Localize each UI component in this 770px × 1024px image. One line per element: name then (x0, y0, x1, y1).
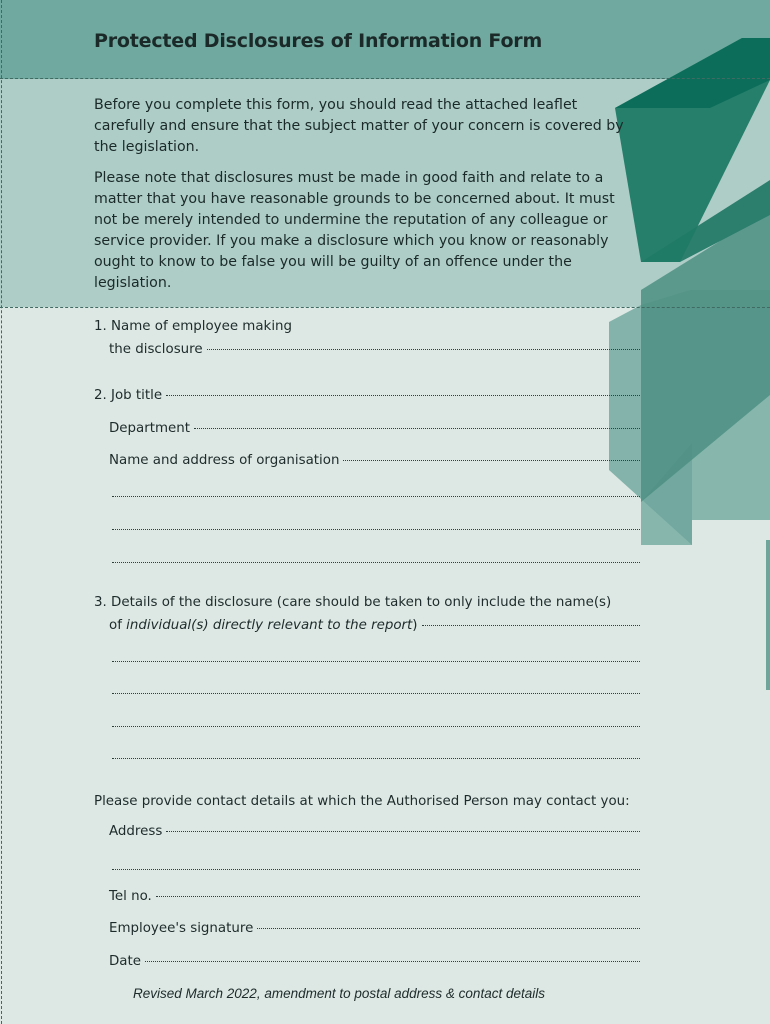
intro-divider (0, 307, 770, 308)
tel-field[interactable] (109, 889, 640, 909)
tel-label: Tel no. (109, 889, 152, 904)
section-3-label-line-1: 3. Details of the disclosure (care should be taken to only include the name(s) (94, 595, 612, 610)
department-line[interactable] (194, 428, 640, 429)
arrow-shape-right-edge (766, 540, 770, 690)
department-field[interactable] (109, 421, 640, 441)
section-3-prefix: of (109, 618, 127, 633)
signature-label: Employee's signature (109, 921, 254, 936)
address-label: Address (109, 824, 163, 839)
header-divider (0, 78, 770, 79)
department-label: Department (109, 421, 191, 436)
employee-name-line[interactable] (207, 349, 640, 350)
date-line[interactable] (145, 961, 640, 962)
contact-heading: Please provide contact details at which the Authorised Person may contact you: (94, 794, 630, 809)
organisation-blank-line[interactable] (112, 529, 640, 530)
organisation-blank-line[interactable] (112, 496, 640, 497)
disclosure-details-field[interactable] (109, 618, 640, 638)
organisation-blank-line[interactable] (112, 562, 640, 563)
disclosure-blank-line[interactable] (112, 726, 640, 727)
organisation-line[interactable] (343, 460, 640, 461)
disclosure-blank-line[interactable] (112, 693, 640, 694)
date-field[interactable] (109, 954, 640, 974)
signature-field[interactable] (109, 921, 640, 941)
intro-paragraph-1: Before you complete this form, you should read the attached leaflet carefully and ensure that the subject matter of your concern is covered by the legislation. (94, 97, 624, 155)
section-1-label-line-1: 1. Name of employee making (94, 319, 293, 334)
intro-paragraph-2: Please note that disclosures must be made in good faith and relate to a matter that you have reasonable grounds to be concerned about. It must not be merely intended to undermine the reputation of any colleague or service provider. If you make a disclosure which you know or reasonably ought to know to be false you will be guilty of an offence under the legislation. (94, 170, 615, 291)
address-blank-line[interactable] (112, 869, 640, 870)
section-3-italic-text: individual(s) directly relevant to the report (126, 618, 413, 633)
tel-line[interactable] (156, 896, 640, 897)
employee-name-label: the disclosure (109, 342, 203, 357)
section-3-label-line-2 (109, 618, 418, 633)
organisation-field[interactable] (109, 453, 640, 473)
section-3-suffix: ) (412, 618, 418, 633)
address-line[interactable] (166, 831, 640, 832)
employee-name-field[interactable] (109, 342, 640, 362)
signature-line[interactable] (257, 928, 640, 929)
job-title-field[interactable] (94, 388, 640, 408)
disclosure-blank-line[interactable] (112, 661, 640, 662)
disclosure-details-line[interactable] (422, 625, 640, 626)
disclosure-blank-line[interactable] (112, 758, 640, 759)
job-title-line[interactable] (166, 395, 640, 396)
perforation-edge (1, 0, 2, 1024)
address-field[interactable] (109, 824, 640, 844)
organisation-label: Name and address of organisation (109, 453, 340, 468)
job-title-label: 2. Job title (94, 388, 163, 403)
revision-note: Revised March 2022, amendment to postal address & contact details (133, 986, 545, 1001)
date-label: Date (109, 954, 142, 969)
form-title: Protected Disclosures of Information Form (94, 30, 543, 52)
